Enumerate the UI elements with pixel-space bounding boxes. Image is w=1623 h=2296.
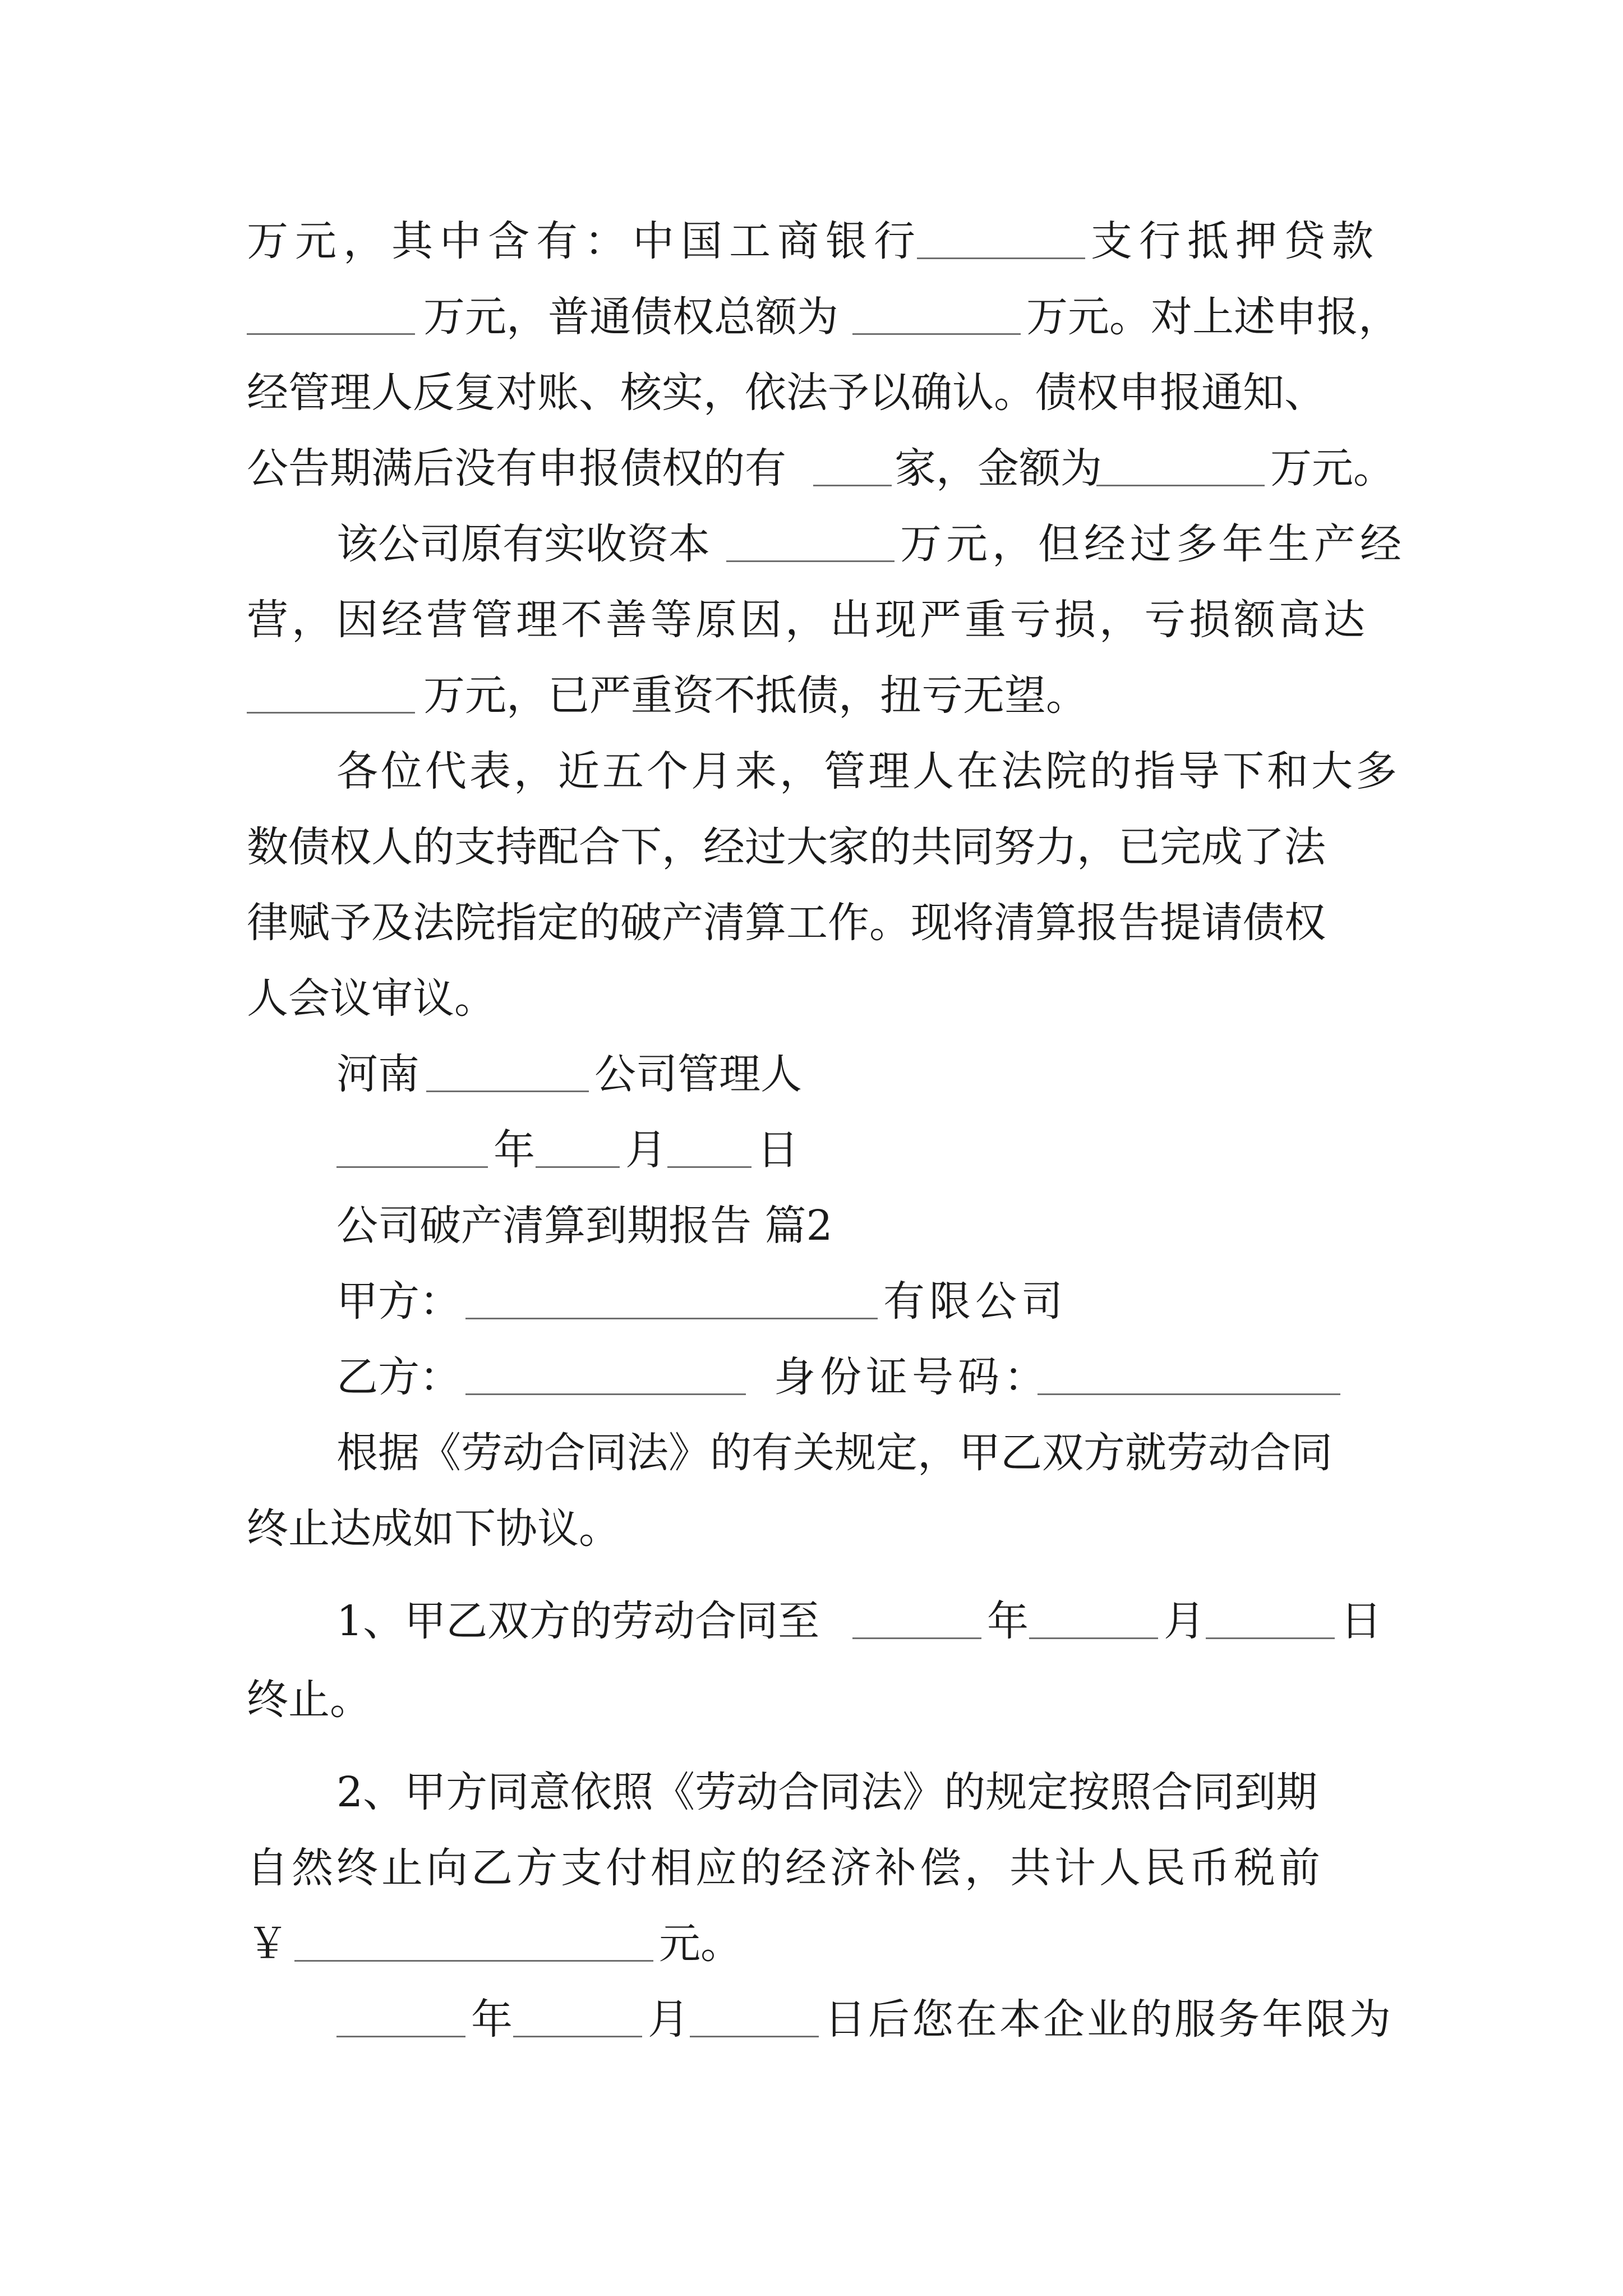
text-line xyxy=(0,968,1623,1029)
text-line xyxy=(0,1761,1623,1823)
text-line xyxy=(0,1498,1623,1559)
text-line xyxy=(0,1195,1623,1257)
fill-blank xyxy=(536,1166,620,1168)
text-segment: 终止。 xyxy=(247,1676,371,1724)
text-line xyxy=(0,1346,1623,1408)
text-segment: 该公司原有实收资本 xyxy=(336,520,710,568)
text-line xyxy=(0,286,1623,348)
fill-blank xyxy=(1096,485,1265,486)
text-line xyxy=(0,892,1623,954)
text-segment: 公告期满后没有申报债权的有 xyxy=(247,444,786,493)
text-segment: 自然终止向乙方支付相应的经济补偿，共计人民币税前 xyxy=(247,1844,1324,1892)
text-segment: 日后您在本企业的服务年限为 xyxy=(824,1995,1393,2044)
text-segment: 乙方： xyxy=(336,1353,461,1401)
text-segment: 律赋予及法院指定的破产清算工作。现将清算报告提请债权 xyxy=(247,899,1326,947)
text-line xyxy=(0,1669,1623,1731)
text-segment: 身份证号码： xyxy=(774,1353,1050,1401)
fill-blank xyxy=(513,2036,642,2037)
text-line xyxy=(0,210,1623,272)
text-line xyxy=(0,740,1623,802)
text-segment: 万元，普通债权总额为 xyxy=(423,293,838,341)
text-segment: 支行抵押贷款 xyxy=(1091,217,1380,265)
text-segment: 万元，已严重资不抵债，扭亏无望。 xyxy=(423,671,1087,720)
text-segment: 万元。 xyxy=(1270,444,1395,493)
fill-blank xyxy=(465,1393,746,1395)
text-line xyxy=(0,665,1623,726)
text-line xyxy=(0,438,1623,499)
fill-blank xyxy=(852,333,1021,335)
text-segment: 家，金额为 xyxy=(895,444,1102,493)
text-segment: 数债权人的支持配合下，经过大家的共同努力，已完成了法 xyxy=(247,823,1326,871)
fill-blank xyxy=(426,1091,589,1092)
fill-blank xyxy=(247,333,415,335)
text-line xyxy=(0,1989,1623,2050)
fill-blank xyxy=(1206,1637,1335,1639)
fill-blank xyxy=(336,1166,488,1168)
fill-blank xyxy=(465,1318,878,1319)
fill-blank xyxy=(1038,1393,1340,1395)
text-line xyxy=(0,1043,1623,1105)
text-segment: 甲方： xyxy=(336,1277,461,1326)
text-segment: 万元，但经过多年生产经 xyxy=(900,520,1406,568)
text-segment: 有限公司 xyxy=(883,1277,1067,1326)
text-segment: 各位代表，近五个月来，管理人在法院的指导下和大多 xyxy=(336,747,1400,795)
text-line xyxy=(0,1590,1623,1652)
text-segment: 年 xyxy=(987,1597,1029,1645)
fill-blank xyxy=(690,2036,819,2037)
fill-blank xyxy=(1029,1637,1158,1639)
text-line xyxy=(0,1837,1623,1899)
text-segment: 年 xyxy=(494,1126,535,1174)
text-line xyxy=(0,1271,1623,1332)
fill-blank xyxy=(667,1166,751,1168)
text-segment: 人会议审议。 xyxy=(247,974,496,1023)
text-segment: 2、甲方同意依照《劳动合同法》的规定按照合同到期 xyxy=(336,1768,1318,1816)
text-segment: 日 xyxy=(1340,1597,1382,1645)
fill-blank xyxy=(852,1637,981,1639)
fill-blank xyxy=(813,485,892,486)
fill-blank xyxy=(294,1960,653,1962)
text-segment: 公司破产清算到期报告 篇2 xyxy=(336,1202,833,1250)
text-segment: 万元。对上述申报， xyxy=(1026,293,1400,341)
fill-blank xyxy=(336,2036,465,2037)
text-segment: 营，因经营管理不善等原因，出现严重亏损，亏损额高达 xyxy=(247,596,1368,644)
fill-blank xyxy=(726,560,895,562)
text-segment: 月 xyxy=(1164,1597,1205,1645)
text-segment: 1、甲乙双方的劳动合同至 xyxy=(336,1597,820,1645)
text-segment: 月 xyxy=(625,1126,667,1174)
text-line xyxy=(0,589,1623,651)
text-segment: 终止达成如下协议。 xyxy=(247,1504,620,1553)
text-segment: 公司管理人 xyxy=(594,1050,802,1098)
text-segment: ￥ xyxy=(247,1920,288,1968)
text-line xyxy=(0,816,1623,878)
fill-blank xyxy=(917,257,1085,259)
text-segment: 根据《劳动合同法》的有关规定，甲乙双方就劳动合同 xyxy=(336,1429,1332,1477)
text-line xyxy=(0,1422,1623,1484)
text-segment: 日 xyxy=(757,1126,799,1174)
text-line xyxy=(0,1913,1623,1975)
text-segment: 河南 xyxy=(336,1050,419,1098)
fill-blank xyxy=(247,712,415,714)
text-segment: 年 xyxy=(471,1995,513,2044)
text-line xyxy=(0,362,1623,424)
text-segment: 经管理人反复对账、核实，依法予以确认。债权申报通知、 xyxy=(247,369,1326,417)
text-segment: 月 xyxy=(648,1995,689,2044)
text-segment: 元。 xyxy=(659,1920,742,1968)
text-line xyxy=(0,513,1623,575)
text-line xyxy=(0,1119,1623,1181)
text-segment: 万元，其中含有：中国工商银行 xyxy=(247,217,922,265)
